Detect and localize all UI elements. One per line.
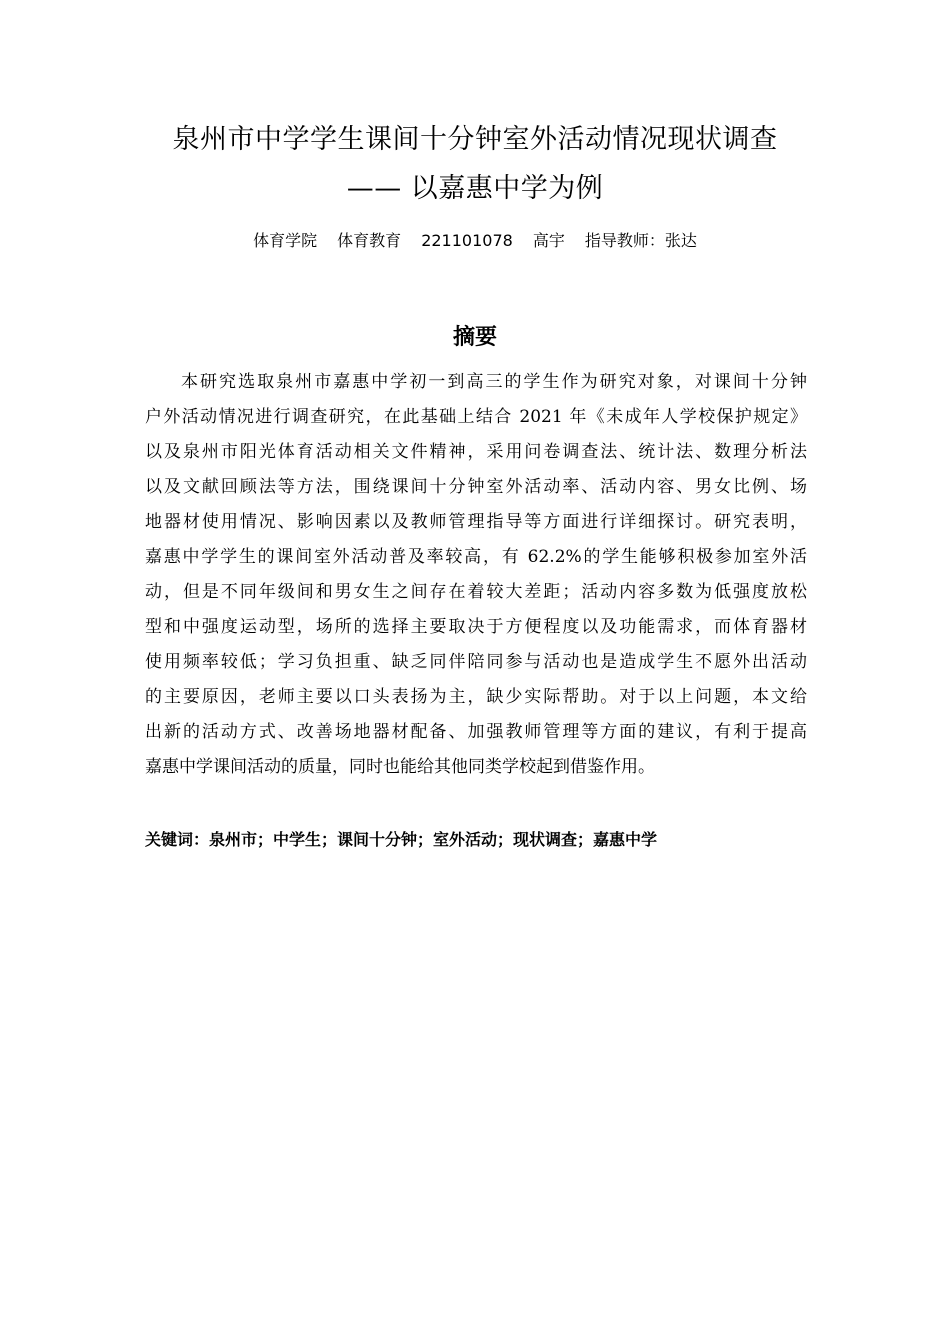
- abstract-line: 出新的活动方式、改善场地器材配备、加强教师管理等方面的建议，有利于提高: [145, 722, 807, 742]
- abstract-body: [145, 365, 807, 785]
- abstract-line: 以及泉州市阳光体育活动相关文件精神，采用问卷调查法、统计法、数理分析法: [145, 442, 807, 462]
- advisor-name: 指导教师：张达: [584, 231, 697, 250]
- document-subtitle: —— 以嘉惠中学为例: [346, 173, 604, 204]
- author-info-line: [0, 228, 950, 254]
- abstract-line: 嘉惠中学学生的课间室外活动普及率较高，有 62.2%的学生能够积极参加室外活: [145, 547, 807, 567]
- major-name: 体育教育: [337, 231, 402, 250]
- abstract-heading: 摘要: [452, 325, 497, 350]
- student-id: 221101078: [421, 231, 513, 250]
- abstract-line: 地器材使用情况、影响因素以及教师管理指导等方面进行详细探讨。研究表明，: [145, 512, 807, 532]
- abstract-line: 动，但是不同年级间和男女生之间存在着较大差距；活动内容多数为低强度放松: [145, 582, 807, 602]
- abstract-line: 型和中强度运动型，场所的选择主要取决于方便程度以及功能需求，而体育器材: [145, 617, 807, 637]
- abstract-line: 以及文献回顾法等方法，围绕课间十分钟室外活动率、活动内容、男女比例、场: [145, 477, 807, 497]
- college-name: 体育学院: [253, 231, 318, 250]
- abstract-line: 的主要原因，老师主要以口头表扬为主，缺少实际帮助。对于以上问题，本文给: [145, 687, 807, 707]
- document-title: 泉州市中学学生课间十分钟室外活动情况现状调查: [172, 124, 778, 155]
- abstract-line: 本研究选取泉州市嘉惠中学初一到高三的学生作为研究对象，对课间十分钟: [181, 372, 807, 392]
- keywords-line: 关键词：泉州市；中学生；课间十分钟；室外活动；现状调查；嘉惠中学: [145, 830, 658, 849]
- abstract-line: 使用频率较低；学习负担重、缺乏同伴陪同参与活动也是造成学生不愿外出活动: [145, 652, 807, 672]
- abstract-line: 嘉惠中学课间活动的质量，同时也能给其他同类学校起到借鉴作用。: [145, 757, 655, 777]
- abstract-line: 户外活动情况进行调查研究，在此基础上结合 2021 年《未成年人学校保护规定》: [145, 407, 807, 427]
- student-name: 高宇: [532, 231, 565, 250]
